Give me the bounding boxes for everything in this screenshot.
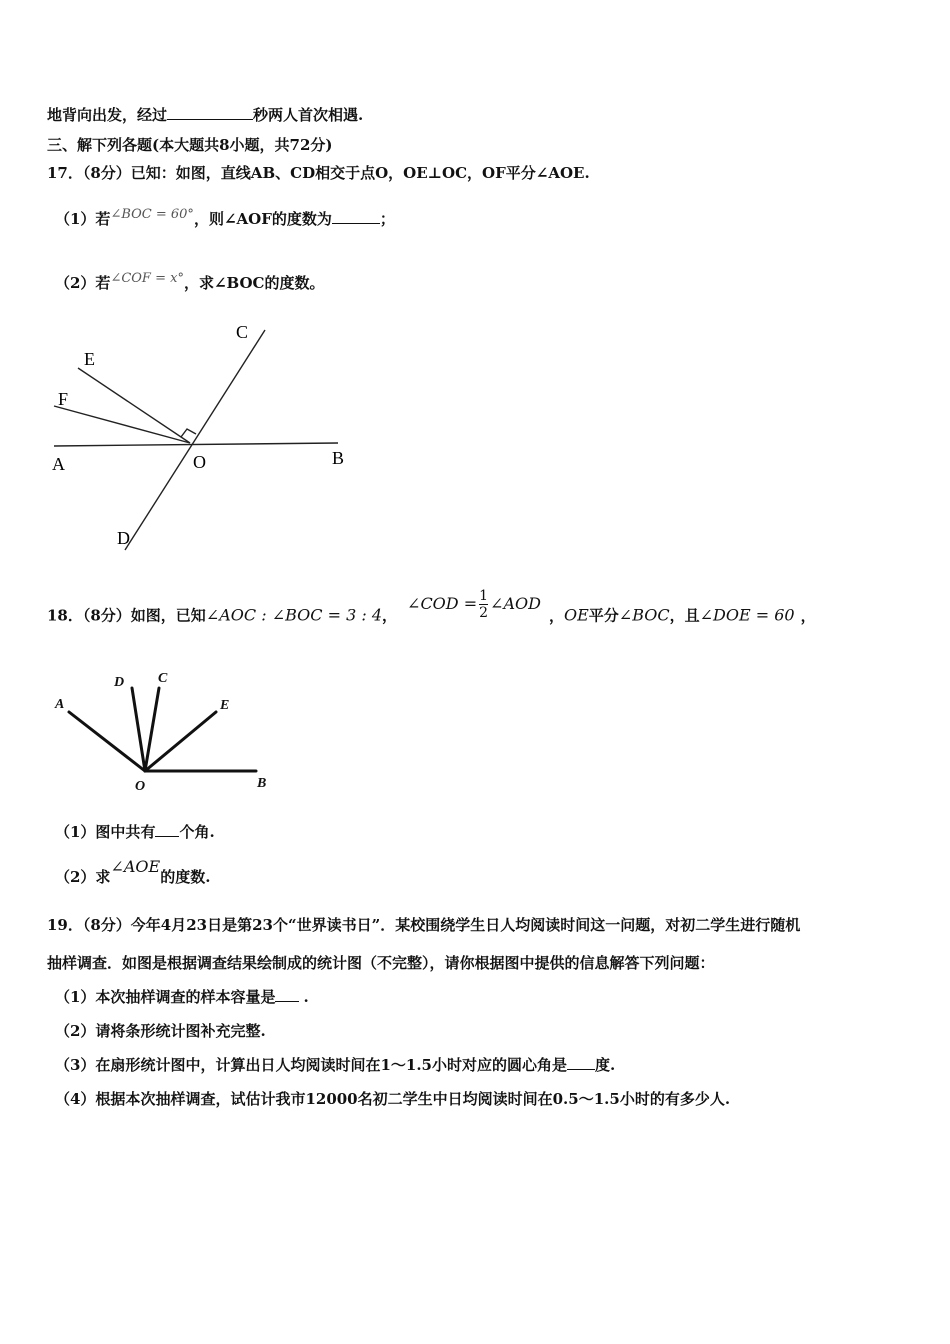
q18-bisect: 平分 <box>588 606 619 625</box>
q18-frac-den: 2 <box>479 605 489 621</box>
intro-line <box>47 104 363 125</box>
q18-fraction <box>479 588 488 621</box>
ray-od <box>132 688 145 771</box>
fig17-label-a: A <box>52 454 65 474</box>
q19-p3-prefix: （3）在扇形统计图中，计算出日人均阅读时间在1～1.5小时对应的圆心角是 <box>55 1056 567 1074</box>
q17-p1-end: ； <box>379 210 395 228</box>
ray-oc <box>145 688 159 771</box>
q19-p1-prefix: （1）本次抽样调查的样本容量是 <box>55 988 276 1006</box>
answer-blank <box>167 105 253 120</box>
q17-part1 <box>55 208 395 229</box>
q18-p2-prefix: （2）求 <box>55 868 111 886</box>
q17-figure <box>40 318 370 558</box>
q18-p2-suffix: 的度数. <box>160 868 211 886</box>
answer-blank <box>155 822 179 837</box>
fig17-label-o: O <box>193 452 206 472</box>
q18-aod: ∠AOD <box>490 593 541 613</box>
q18-p1-suffix: 个角. <box>179 823 215 841</box>
q19-line1: 19．（8分）今年4月23日是第23个“世界读书日”．某校围绕学生日人均阅读时间这一问题，对初二学生进行随机 <box>47 916 801 934</box>
ray-oe <box>145 712 216 771</box>
q18-part2 <box>55 857 211 887</box>
q19-part2: （2）请将条形统计图补充完整. <box>55 1022 266 1040</box>
q19-part4: （4）根据本次抽样调查，试估计我市12000名初二学生中日均阅读时间在0.5～1.5小时的有多少人. <box>55 1090 731 1108</box>
q17-p1-prefix: （1）若 <box>55 210 111 228</box>
fig18-label-o: O <box>135 779 146 794</box>
answer-blank <box>332 209 380 224</box>
q18-frac-num: 1 <box>479 588 489 604</box>
ray-of <box>54 406 190 443</box>
intro-prefix: 地背向出发，经过 <box>47 106 168 124</box>
q18-figure <box>44 664 284 804</box>
q18-part1 <box>55 821 215 842</box>
q17-p2-prefix: （2）若 <box>55 274 111 292</box>
q17-p1-suffix: ，则∠AOF的度数为 <box>193 210 332 228</box>
q18-stem <box>47 588 816 633</box>
right-angle-mark <box>181 429 196 437</box>
q19-p3-suffix: 度. <box>594 1056 616 1074</box>
fig17-label-d: D <box>117 528 130 548</box>
fig17-label-c: C <box>236 322 249 342</box>
q17-p1-formula: ∠BOC = 60° <box>110 207 194 222</box>
answer-blank <box>275 987 299 1002</box>
q18-end: ， <box>800 606 816 625</box>
q18-boc: ∠BOC <box>618 605 670 625</box>
ray-oa <box>69 712 145 771</box>
section-title: 三、解下列各题(本大题共8小题，共72分) <box>47 136 333 154</box>
q19-line2: 抽样调查．如图是根据调查结果绘制成的统计图（不完整），请你根据图中提供的信息解答下列问题： <box>47 954 715 972</box>
q17-stem: 17．（8分）已知：如图，直线AB、CD相交于点O，OE⊥OC，OF平分∠AOE. <box>47 164 590 182</box>
q18-p1-prefix: （1）图中共有 <box>55 823 156 841</box>
fig17-label-f: F <box>58 389 69 409</box>
fig18-label-e: E <box>220 698 230 713</box>
fig18-label-b: B <box>257 776 267 791</box>
q19-part1 <box>55 986 309 1007</box>
intro-suffix: 秒两人首次相遇. <box>253 106 364 124</box>
q18-p2-formula: ∠AOE <box>110 857 161 876</box>
fig17-label-e: E <box>84 349 95 369</box>
q18-and: ，且 <box>669 606 700 625</box>
q18-cod: ∠COD = <box>407 593 478 613</box>
q18-sep1: ， <box>382 606 398 625</box>
fig18-label-d: D <box>114 675 125 690</box>
q18-doe: ∠DOE = 60 <box>699 605 795 625</box>
answer-blank <box>567 1055 595 1070</box>
q18-prefix: 18．（8分）如图，已知 <box>47 606 206 625</box>
q19-part3 <box>55 1054 615 1075</box>
line-cd <box>125 330 265 550</box>
line-ab <box>54 443 338 446</box>
q18-oe: OE <box>563 605 589 625</box>
q17-p2-formula: ∠COF = x° <box>110 271 184 286</box>
q19-p1-suffix: . <box>303 988 309 1006</box>
q17-part2 <box>55 272 324 293</box>
q18-ratio: ∠AOC : ∠BOC = 3 : 4 <box>205 605 383 625</box>
ray-oe <box>78 368 190 443</box>
q18-sep2: ， <box>548 606 564 625</box>
fig18-label-c: C <box>158 671 168 686</box>
fig18-label-a: A <box>55 697 65 712</box>
fig17-label-b: B <box>332 448 345 468</box>
q17-p2-suffix: ，求∠BOC的度数。 <box>183 274 325 292</box>
